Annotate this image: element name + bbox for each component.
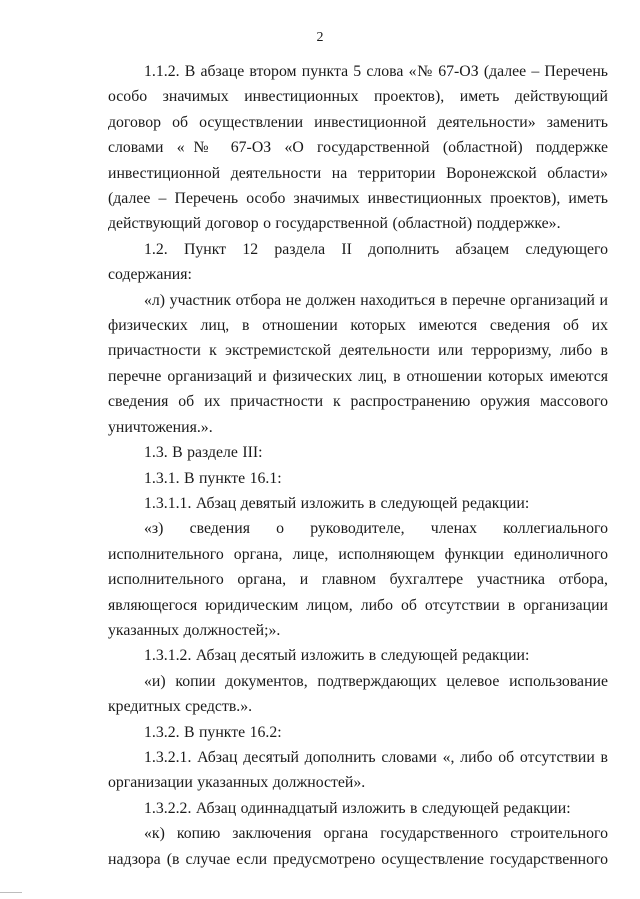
- paragraph-i-quote: «и) копии документов, подтверждающих целевое использование кредитных средств.».: [108, 672, 608, 716]
- paragraph-1-2: 1.2. Пункт 12 раздела II дополнить абзацем следующего содержания:: [108, 240, 608, 284]
- paragraph-1-3-1-2: 1.3.1.2. Абзац десятый изложить в следующей редакции:: [144, 647, 530, 665]
- paragraph-1-3: 1.3. В разделе III:: [144, 444, 263, 462]
- page-number: 2: [316, 30, 324, 45]
- paragraph-1-3-1: 1.3.1. В пункте 16.1:: [144, 469, 282, 487]
- document-body: [108, 59, 608, 872]
- paragraph-1-3-1-1: 1.3.1.1. Абзац девятый изложить в следующей редакции:: [144, 494, 530, 512]
- paragraph-k-quote: «к) копию заключения органа государственного строительного надзора (в случае если предусмотрено осуществление государственного: [108, 825, 608, 868]
- paragraph-1-3-2-2: 1.3.2.2. Абзац одиннадцатый изложить в следующей редакции:: [144, 799, 571, 817]
- paragraph-1-1-2: 1.1.2. В абзаце втором пункта 5 слова «№ 67-ОЗ (далее – Перечень особо значимых инвестиционных проектов), иметь действующий договор об осуществлении инвестиционной деятельности» заменить словами «№ 67-ОЗ «О государственной (областной) поддержке инвестиционной деятельности на территории Воронежской области» (далее – Перечень особо значимых инвестиционных проектов), иметь действующий договор о государственной (областной) поддержке».: [108, 63, 608, 233]
- paragraph-l-quote: «л) участник отбора не должен находиться в перечне организаций и физических лиц, в отношении которых имеются сведения об их причастности к экстремистской деятельности или терроризму, либо в перечне организаций и физических лиц, в отношении которых имеются сведения об их причастности к распространению оружия массового уничтожения.».: [108, 291, 608, 436]
- paragraph-1-3-2-1: 1.3.2.1. Абзац десятый дополнить словами «, либо об отсутствии в организации указанных должностей».: [108, 748, 608, 792]
- paragraph-1-3-2: 1.3.2. В пункте 16.2:: [144, 723, 282, 741]
- paragraph-z-quote: «з) сведения о руководителе, членах коллегиального исполнительного органа, лице, исполняющем функции единоличного исполнительного органа, и главном бухгалтере участника отбора, являющегося юридическим лицом, либо об отсутствии в организации указанных должностей;».: [108, 520, 608, 639]
- scan-edge-mark: [0, 892, 22, 893]
